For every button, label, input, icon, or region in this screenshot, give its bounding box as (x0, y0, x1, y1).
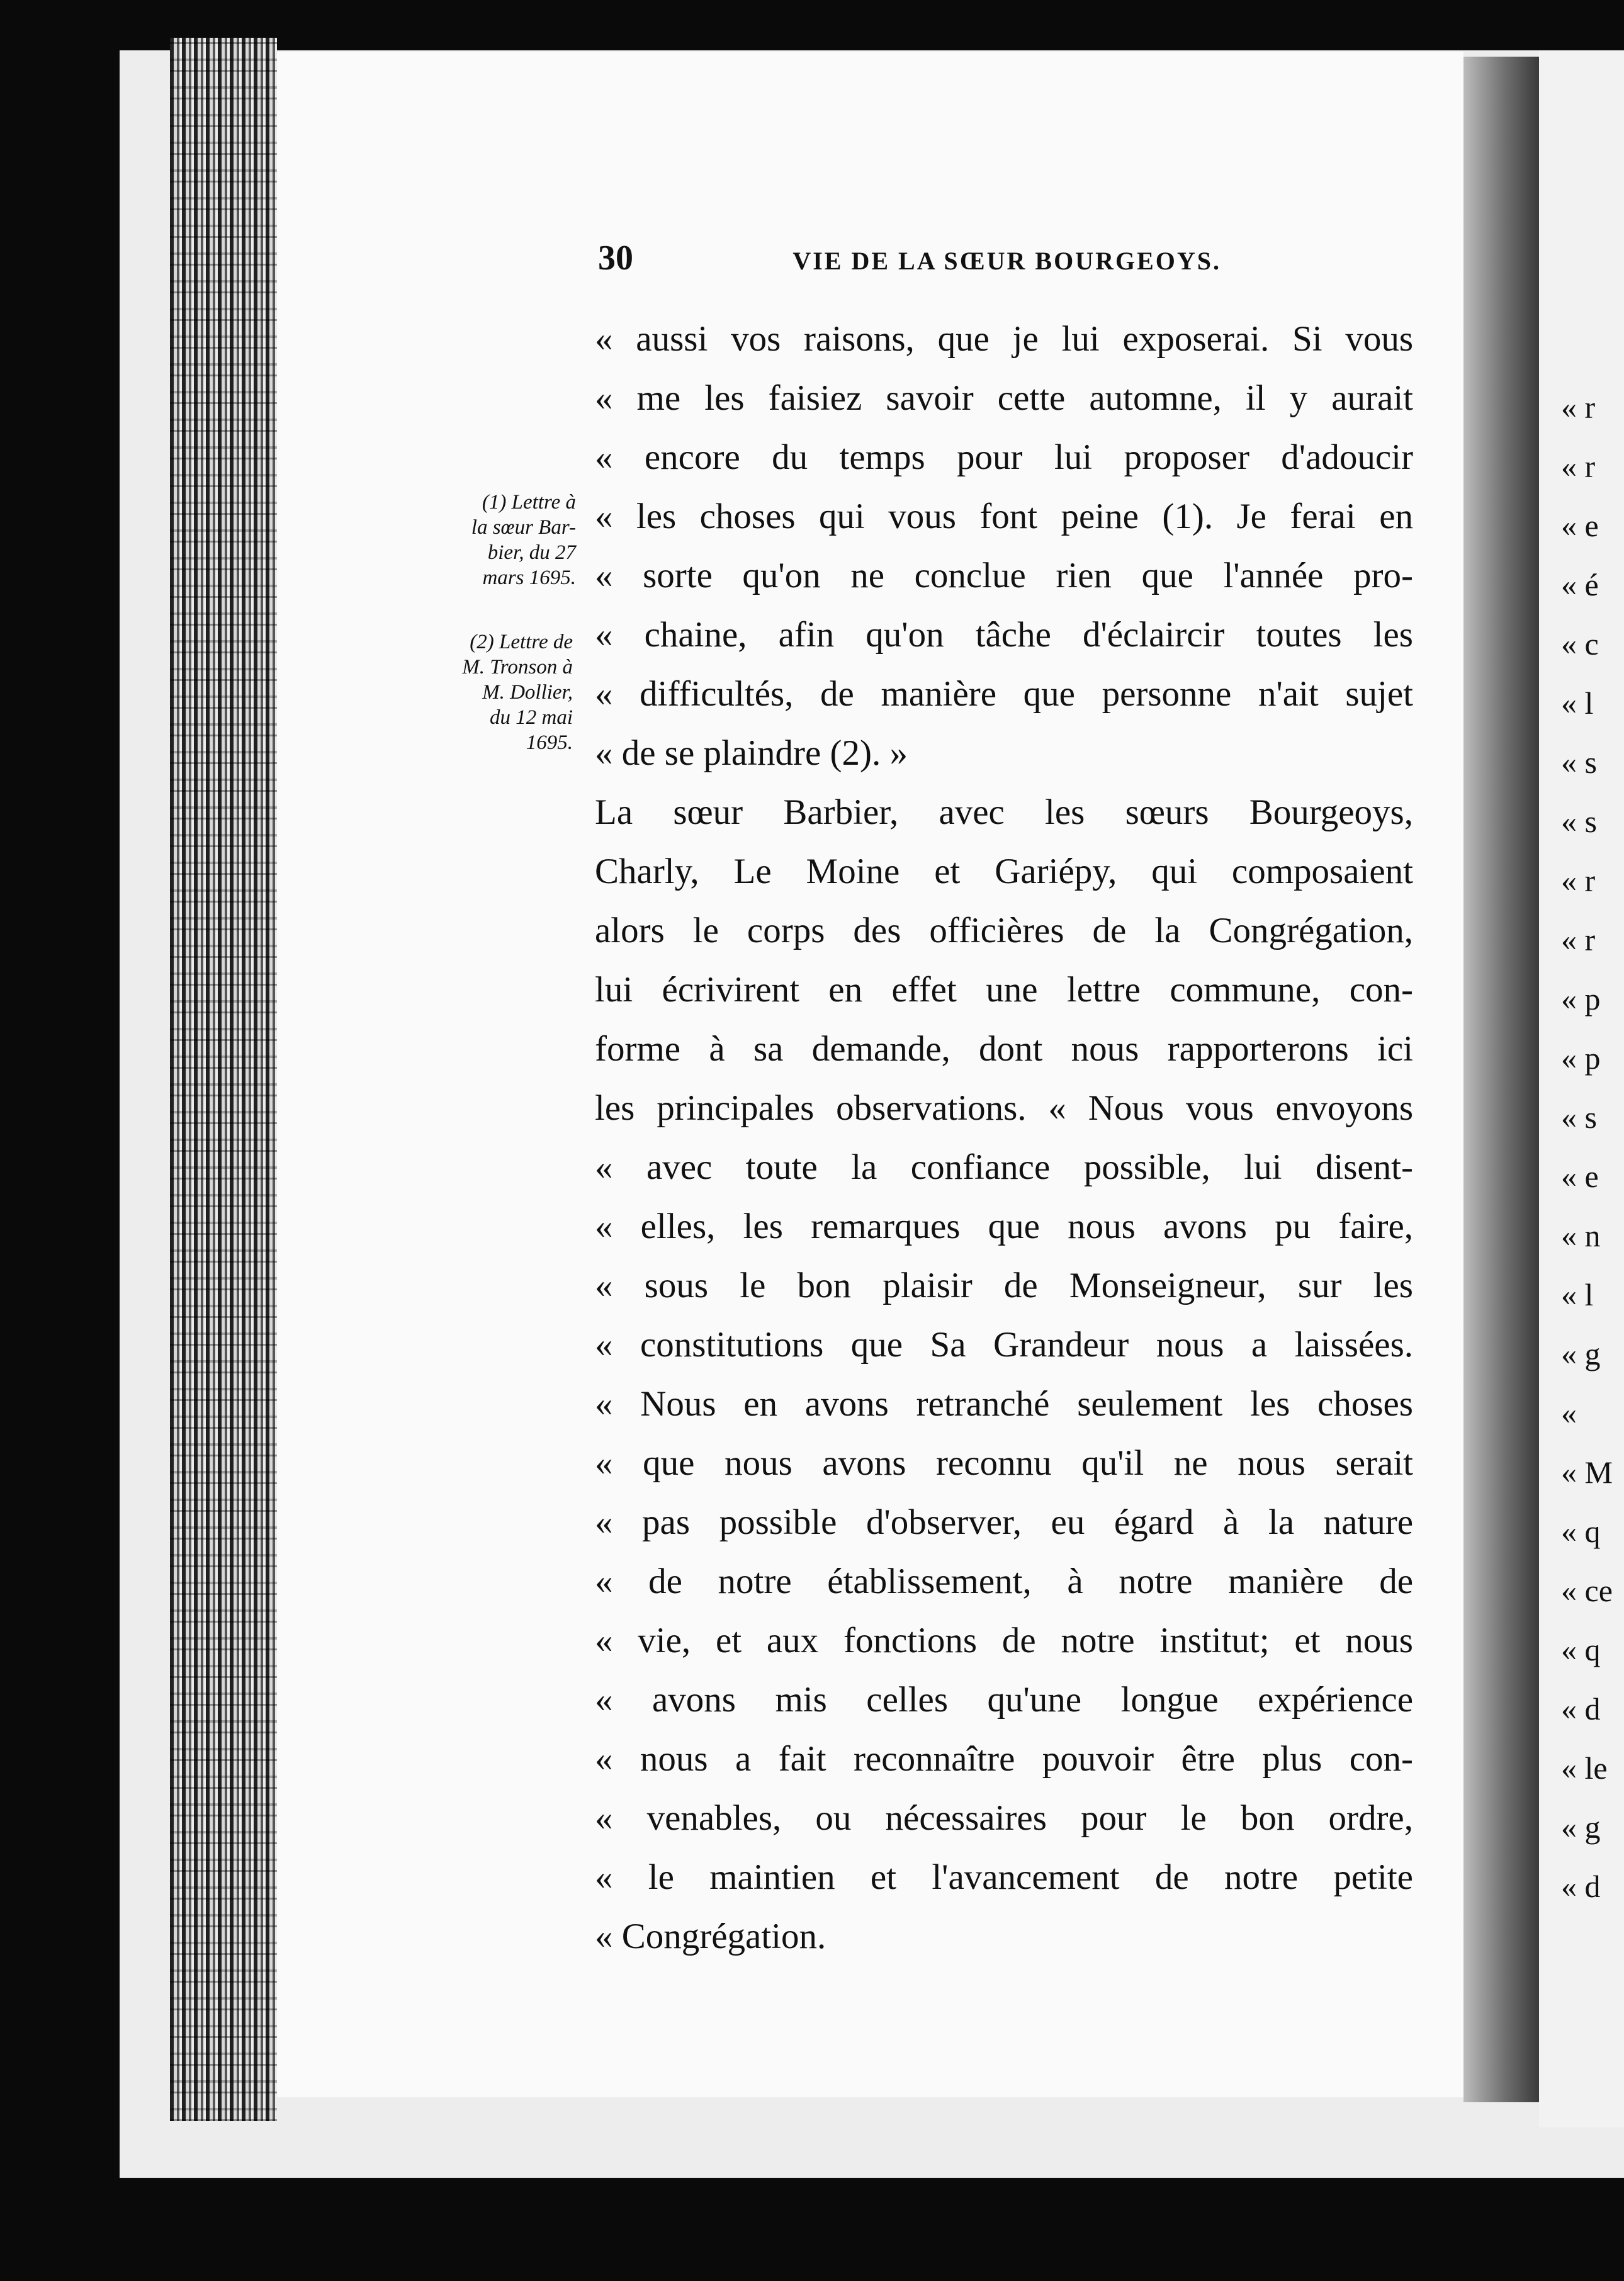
facing-page-fragment-line: « c (1561, 626, 1599, 662)
margin-note-line: bier, du 27 (487, 541, 576, 564)
text-line: « le maintien et l'avancement de notre petite (595, 1857, 1413, 1897)
margin-note-line: M. Dollier, (482, 681, 573, 704)
facing-page-fragment-line: « e (1561, 1159, 1599, 1194)
facing-page-fragment-line: « n (1561, 1218, 1601, 1253)
margin-note-line: (2) Lettre de (470, 631, 573, 653)
text-line: « avons mis celles qu'une longue expérience (595, 1680, 1413, 1720)
text-line: « pas possible d'observer, eu égard à la nature (595, 1502, 1413, 1542)
text-line: « vie, et aux fonctions de notre institut; et nous (595, 1621, 1413, 1660)
margin-note-line: M. Tronson à (462, 656, 573, 679)
facing-page-fragment-line: « p (1561, 1040, 1601, 1076)
facing-page-fragment-line: « e (1561, 508, 1599, 543)
text-line: « Nous en avons retranché seulement les choses (595, 1384, 1413, 1424)
facing-page-fragment-line: « é (1561, 567, 1599, 602)
text-line: « nous a fait reconnaître pouvoir être plus con- (595, 1739, 1413, 1779)
facing-page-fragment-line: « r (1561, 390, 1596, 425)
text-line: « constitutions que Sa Grandeur nous a laissées. (595, 1325, 1413, 1365)
margin-note-1 (409, 490, 576, 590)
facing-page-fragment-line: « r (1561, 449, 1596, 484)
text-line: « me les faisiez savoir cette automne, il y aurait (595, 378, 1413, 418)
page-number: 30 (598, 239, 633, 278)
facing-page-line-starts (1561, 378, 1624, 1916)
facing-page-fragment-line: « (1561, 1395, 1577, 1431)
facing-page-fragment-line: « g (1561, 1336, 1601, 1371)
margin-note-2 (406, 629, 573, 755)
text-line: « difficultés, de manière que personne n'ait sujet (595, 674, 1413, 714)
text-line: « elles, les remarques que nous avons pu faire, (595, 1207, 1413, 1246)
facing-page-fragment-line: « g (1561, 1810, 1601, 1845)
text-line: « Congrégation. (595, 1917, 826, 1956)
facing-page-fragment-line: « p (1561, 981, 1601, 1017)
text-line: lui écrivirent en effet une lettre commune, con- (595, 970, 1413, 1010)
facing-page-fragment-line: « le (1561, 1750, 1608, 1786)
facing-page-fragment-line: « q (1561, 1514, 1601, 1549)
facing-page-fragment-line: « d (1561, 1869, 1601, 1904)
facing-page-fragment-line: « q (1561, 1632, 1601, 1667)
text-line: « encore du temps pour lui proposer d'adoucir (595, 437, 1413, 477)
margin-note-line: la sœur Bar- (471, 516, 576, 539)
text-line: « sous le bon plaisir de Monseigneur, sur les (595, 1266, 1413, 1305)
text-line: « sorte qu'on ne conclue rien que l'année pro- (595, 556, 1413, 595)
margin-note-line: du 12 mai (490, 706, 573, 729)
page-header (598, 238, 1221, 278)
margin-note-line: 1695. (526, 731, 573, 754)
text-line: « avec toute la confiance possible, lui disent- (595, 1147, 1413, 1187)
text-line: « aussi vos raisons, que je lui exposerai. Si vous (595, 319, 1413, 359)
facing-page-fragment-line: « d (1561, 1691, 1601, 1726)
text-line: les principales observations. « Nous vous envoyons (595, 1088, 1413, 1128)
facing-page-fragment-line: « r (1561, 863, 1596, 898)
running-head: VIE DE LA SŒUR BOURGEOYS. (792, 247, 1221, 275)
facing-page-fragment-line: « s (1561, 745, 1597, 780)
text-line: « chaine, afin qu'on tâche d'éclaircir toutes les (595, 615, 1413, 655)
text-line: « de notre établissement, à notre manière de (595, 1562, 1413, 1601)
facing-page-fragment-line: « s (1561, 1100, 1597, 1135)
text-line: « de se plaindre (2). » (595, 733, 908, 773)
facing-page-fragment-line: « l (1561, 685, 1594, 721)
text-line: alors le corps des officières de la Congrégation, (595, 911, 1413, 950)
text-line: forme à sa demande, dont nous rapporterons ici (595, 1029, 1413, 1069)
text-line: « que nous avons reconnu qu'il ne nous serait (595, 1443, 1413, 1483)
text-line: La sœur Barbier, avec les sœurs Bourgeoys, (595, 792, 1413, 832)
facing-page-fragment-line: « s (1561, 804, 1597, 839)
text-line: « les choses qui vous font peine (1). Je ferai en (595, 497, 1413, 536)
book-gutter (1463, 57, 1539, 2102)
body-text (595, 310, 1413, 1966)
text-line: Charly, Le Moine et Gariépy, qui composaient (595, 852, 1413, 891)
facing-page-fragment-line: « r (1561, 922, 1596, 957)
page-edges (170, 38, 277, 2121)
text-line: « venables, ou nécessaires pour le bon ordre, (595, 1798, 1413, 1838)
facing-page-fragment-line: « M (1561, 1455, 1613, 1490)
margin-note-line: mars 1695. (482, 566, 576, 589)
facing-page-fragment-line: « l (1561, 1277, 1594, 1312)
margin-note-line: (1) Lettre à (482, 491, 576, 514)
facing-page-fragment-line: « ce (1561, 1573, 1613, 1608)
